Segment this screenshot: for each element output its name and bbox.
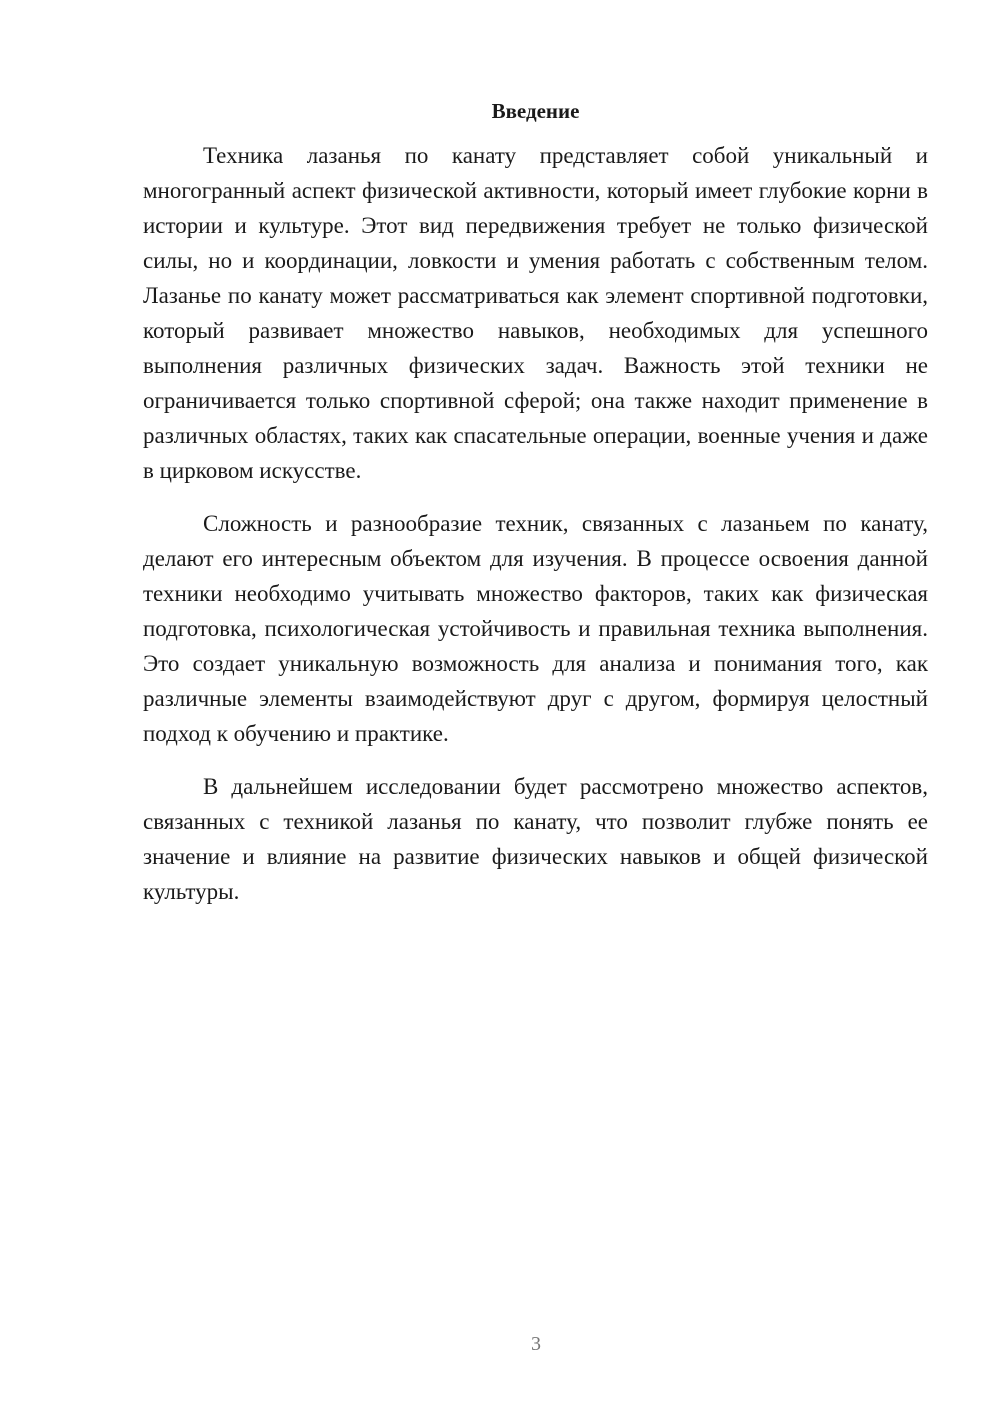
page-content <box>143 96 928 927</box>
page-number: 3 <box>531 1333 541 1355</box>
paragraph-3: В дальнейшем исследовании будет рассмотрено множество аспектов, связанных с техникой лазанья по канату, что позволит глубже понять ее значение и влияние на развитие физических навыков и общей физической культуры. <box>143 774 928 904</box>
paragraph-1: Техника лазанья по канату представляет собой уникальный и многогранный аспект физической активности, который имеет глубокие корни в истории и культуре. Этот вид передвижения требует не только физической силы, но и координации, ловкости и умения работать с собственным телом. Лазанье по канату может рассматриваться как элемент спортивной подготовки, который развивает множество навыков, необходимых для успешного выполнения различных физических задач. Важность этой техники не ограничивается только спортивной сферой; она также находит применение в различных областях, таких как спасательные операции, военные учения и даже в цирковом искусстве. <box>143 143 928 483</box>
paragraph-2: Сложность и разнообразие техник, связанных с лазаньем по канату, делают его интересным объектом для изучения. В процессе освоения данной техники необходимо учитывать множество факторов, таких как физическая подготовка, психологическая устойчивость и правильная техника выполнения. Это создает уникальную возможность для анализа и понимания того, как различные элементы взаимодействуют друг с другом, формируя целостный подход к обучению и практике. <box>143 511 928 746</box>
section-heading: Введение <box>491 99 580 123</box>
